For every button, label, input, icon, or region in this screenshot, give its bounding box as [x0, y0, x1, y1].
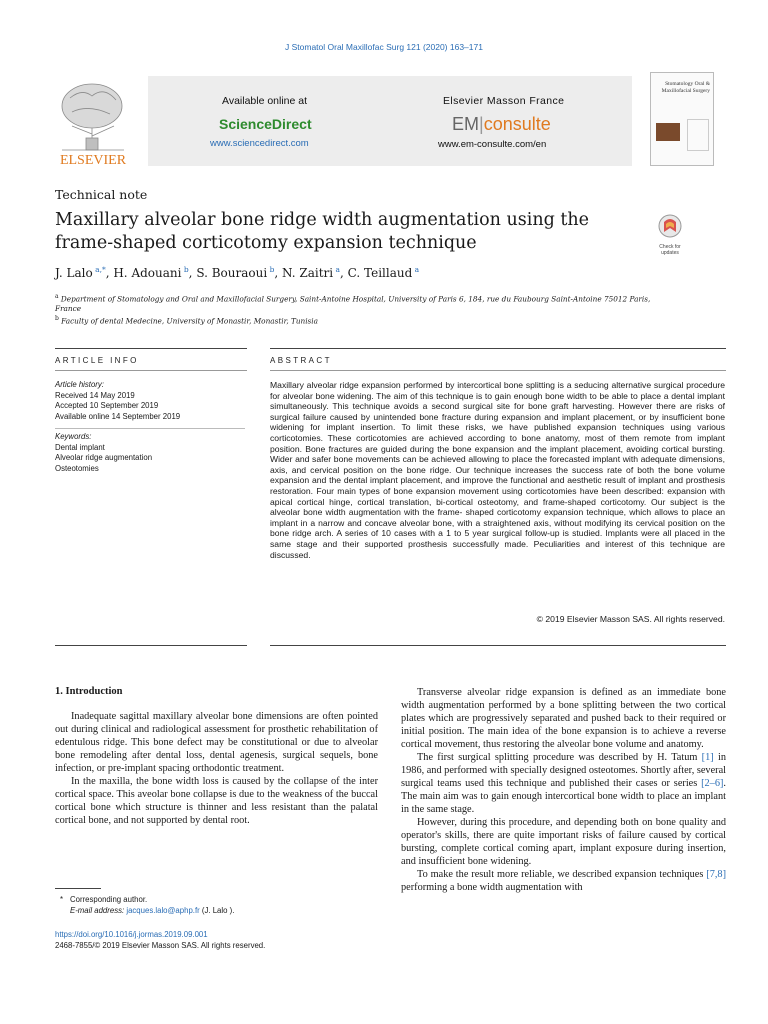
history-online: Available online 14 September 2019: [55, 411, 181, 421]
available-online-label: Available online at: [222, 95, 308, 107]
cover-drawing: [687, 119, 709, 151]
author-name[interactable]: H. Adouani: [113, 266, 182, 280]
paragraph: Transverse alveolar ridge expansion is defined as an immediate bone width augmentation performed by a bone splitting between the two cortical plates which are progressively separated and pushed back to their required or initial position. The main idea of the bone expansion is to achieve a reverse cortical movement, thus restoring the alveolar bone volume and anatomy.: [401, 687, 726, 750]
email-suffix: (J. Lalo ).: [201, 906, 235, 915]
journal-reference[interactable]: J Stomatol Oral Maxillofac Surg 121 (2020) 163–171: [285, 42, 483, 52]
affiliations: [55, 292, 655, 327]
body-column-right: [401, 686, 726, 894]
check-for-updates-badge[interactable]: [651, 213, 689, 256]
author-email-link[interactable]: jacques.lalo@aphp.fr: [126, 906, 200, 915]
reference-link[interactable]: [2–6]: [701, 778, 724, 789]
reference-link[interactable]: [1]: [701, 752, 714, 763]
affiliation-a: $^a$ Department of Stomatology and Oral and Maxillofacial Surgery, Saint-Antoine Hospital, University of Paris 6, 184, rue du Faubourg Saint-Antoine 75012 Paris, France: [55, 293, 651, 314]
article-type: Technical note: [55, 187, 148, 202]
divider: [55, 645, 247, 646]
author-name[interactable]: J. Lalo: [55, 266, 93, 280]
article-title: Maxillary alveolar bone ridge width augmentation using the frame-shaped corticotomy expansion technique: [55, 210, 590, 253]
keyword: Dental implant: [55, 442, 105, 452]
article-info-heading: ARTICLE INFO: [55, 356, 139, 365]
author-list: J. Lalo $^{a,*}$, H. Adouani $^b$, S. Bouraoui $^b$, N. Zaitri $^a$, C. Teillaud $^a$: [55, 265, 420, 280]
footnote-marker: *: [60, 895, 64, 904]
section-heading-introduction: 1. Introduction: [55, 686, 123, 697]
divider: [270, 348, 726, 349]
divider: [270, 370, 726, 371]
abstract-copyright: © 2019 Elsevier Masson SAS. All rights reserved.: [536, 614, 725, 624]
abstract-heading: ABSTRACT: [270, 356, 332, 365]
history-received: Received 14 May 2019: [55, 390, 135, 400]
footnote-divider: [55, 888, 101, 889]
author-affil-sup[interactable]: b: [269, 265, 275, 274]
keyword: Alveolar ridge augmentation: [55, 453, 153, 462]
paragraph: Inadequate sagittal maxillary alveolar bone dimensions are often pointed out during clinical and radiological assessment for prosthetic rehabilitation of edentulous ridge. This bone defect may be constitutional or due to alveolar bone remodeling after dental loss, dental agenesis, surgical sequels, bone infection, or pre-implant spacing orthodontic treatment.: [55, 711, 378, 774]
affiliation-b: $^b$ Faculty of dental Medecine, University of Monastir, Monastir, Tunisia: [55, 315, 318, 326]
paragraph: In the maxilla, the bone width loss is caused by the collapse of the inter cortical space. This aveolar bone collapse is due to the weakness of the buccal cortical bone which structure is thinner and less resistant than the palatal cortical bone, and not supported by dental root.: [55, 776, 378, 826]
abstract-text: Maxillary alveolar ridge expansion performed by intercortical bone splitting is a seducing alternative surgical procedure for alveolar bone widening. The aim of this technique is to gain enough bone width to be able to place a dental implant simultaneously. This technique avoids a second surgical site for bone graft harvesting. However there are risks of surgical failure caused by unintended bone fracture during expansion and implant placement, or by insufficient bone widening for implant insertion. To limit these risks, we have published expansion techniques using various corticotomies. These corticotomies are achieved according to bone anatomy, most of them remote from implant position. Bone fractures are guided during the bone expansion and the implant placement, avoiding cortical bursting. Wider and safer bone movements can be achieved allowing to place the forecasted implant with adequate dimensions, axis, and cervical position on the bone ridge. Our technique increases the success rate of both the bone volume expansion and the dental implant placement, and improve the functional and aesthetic result of implant and prosthesis restoration. Four main types of bone expansion movement using corticotomies have been described: expansion with apical cortical hinge, cortical translation, bi-cortical osteotomy, and frame-shaped corticotomy. Our subject is the alveolar bone width augmentation with the frame- shaped corticotomy expansion technique, which allows to place an implant in a narrow and concave alveolar bone, with a straightened axis, without modifying its cervical position on the bone ridge arch. A series of 10 cases with a 1 to 5 year surgical follow-up is studied. Implants were all placed in the same stage and their supported prosthesis successfully made. Peculiarities and interest of this technique are discussed.: [270, 380, 725, 560]
author-affil-sup[interactable]: a,*: [95, 265, 106, 274]
author-affil-sup[interactable]: a: [414, 265, 420, 274]
elsevier-wordmark: ELSEVIER: [59, 153, 127, 168]
paragraph: However, during this procedure, and depending both on bone quality and operator's skills, there are quite important risks of failure caused by cortical bursting, complete cortical coming apart, implant exposure during insertion, and insufficient bone widening.: [401, 817, 726, 867]
history-accepted: Accepted 10 September 2019: [55, 401, 159, 410]
paragraph: To make the result more reliable, we described expansion techniques [7,8] performing a bone width augmentation with: [401, 869, 726, 893]
check-updates-label: Check for updates: [659, 244, 681, 256]
cover-title: Stomatology Oral & Maxillofacial Surgery: [661, 81, 710, 94]
divider: [55, 428, 245, 429]
reference-link[interactable]: [7,8]: [706, 869, 726, 880]
sciencedirect-logo[interactable]: ScienceDirect: [219, 116, 312, 132]
publisher-name: Elsevier Masson France: [443, 95, 565, 107]
issn-copyright: 2468-7855/© 2019 Elsevier Masson SAS. All rights reserved.: [55, 941, 266, 950]
author-affil-sup[interactable]: b: [183, 265, 189, 274]
check-updates-icon: [651, 213, 689, 241]
body-column-left: [55, 710, 378, 827]
article-info: [55, 380, 245, 474]
keyword: Osteotomies: [55, 463, 99, 473]
divider: [55, 348, 247, 349]
em-logo-left: EM: [452, 114, 479, 134]
elsevier-tree-logo: [52, 78, 134, 168]
em-consulte-link[interactable]: www.em-consulte.com/en: [438, 139, 547, 150]
doi-link[interactable]: https://doi.org/10.1016/j.jormas.2019.09.001: [55, 930, 208, 939]
keywords-label: Keywords:: [55, 432, 92, 441]
history-label: Article history:: [55, 380, 104, 389]
author-name[interactable]: C. Teillaud: [347, 266, 413, 280]
em-consulte-logo[interactable]: EM|consulte: [452, 114, 551, 134]
footnote: [60, 894, 235, 916]
corresponding-author-label: Corresponding author.: [70, 895, 148, 904]
divider: [55, 370, 247, 371]
journal-cover-thumbnail[interactable]: [650, 72, 714, 166]
cover-image: [656, 123, 680, 141]
sciencedirect-link[interactable]: www.sciencedirect.com: [210, 138, 309, 149]
paragraph: The first surgical splitting procedure was described by H. Tatum [1] in 1986, and performed with specially designed osteotomes. Shortly after, several surgical teams used this technique and published their cases or series [2–6]. The main aim was to gain enough intercortical bone width to place an implant in the same stage.: [401, 752, 726, 815]
em-logo-right: consulte: [483, 114, 551, 134]
divider: [270, 645, 726, 646]
author-name[interactable]: N. Zaitri: [282, 266, 334, 280]
email-label: E-mail address:: [70, 906, 125, 915]
author-name[interactable]: S. Bouraoui: [196, 266, 268, 280]
author-affil-sup[interactable]: a: [335, 265, 340, 274]
